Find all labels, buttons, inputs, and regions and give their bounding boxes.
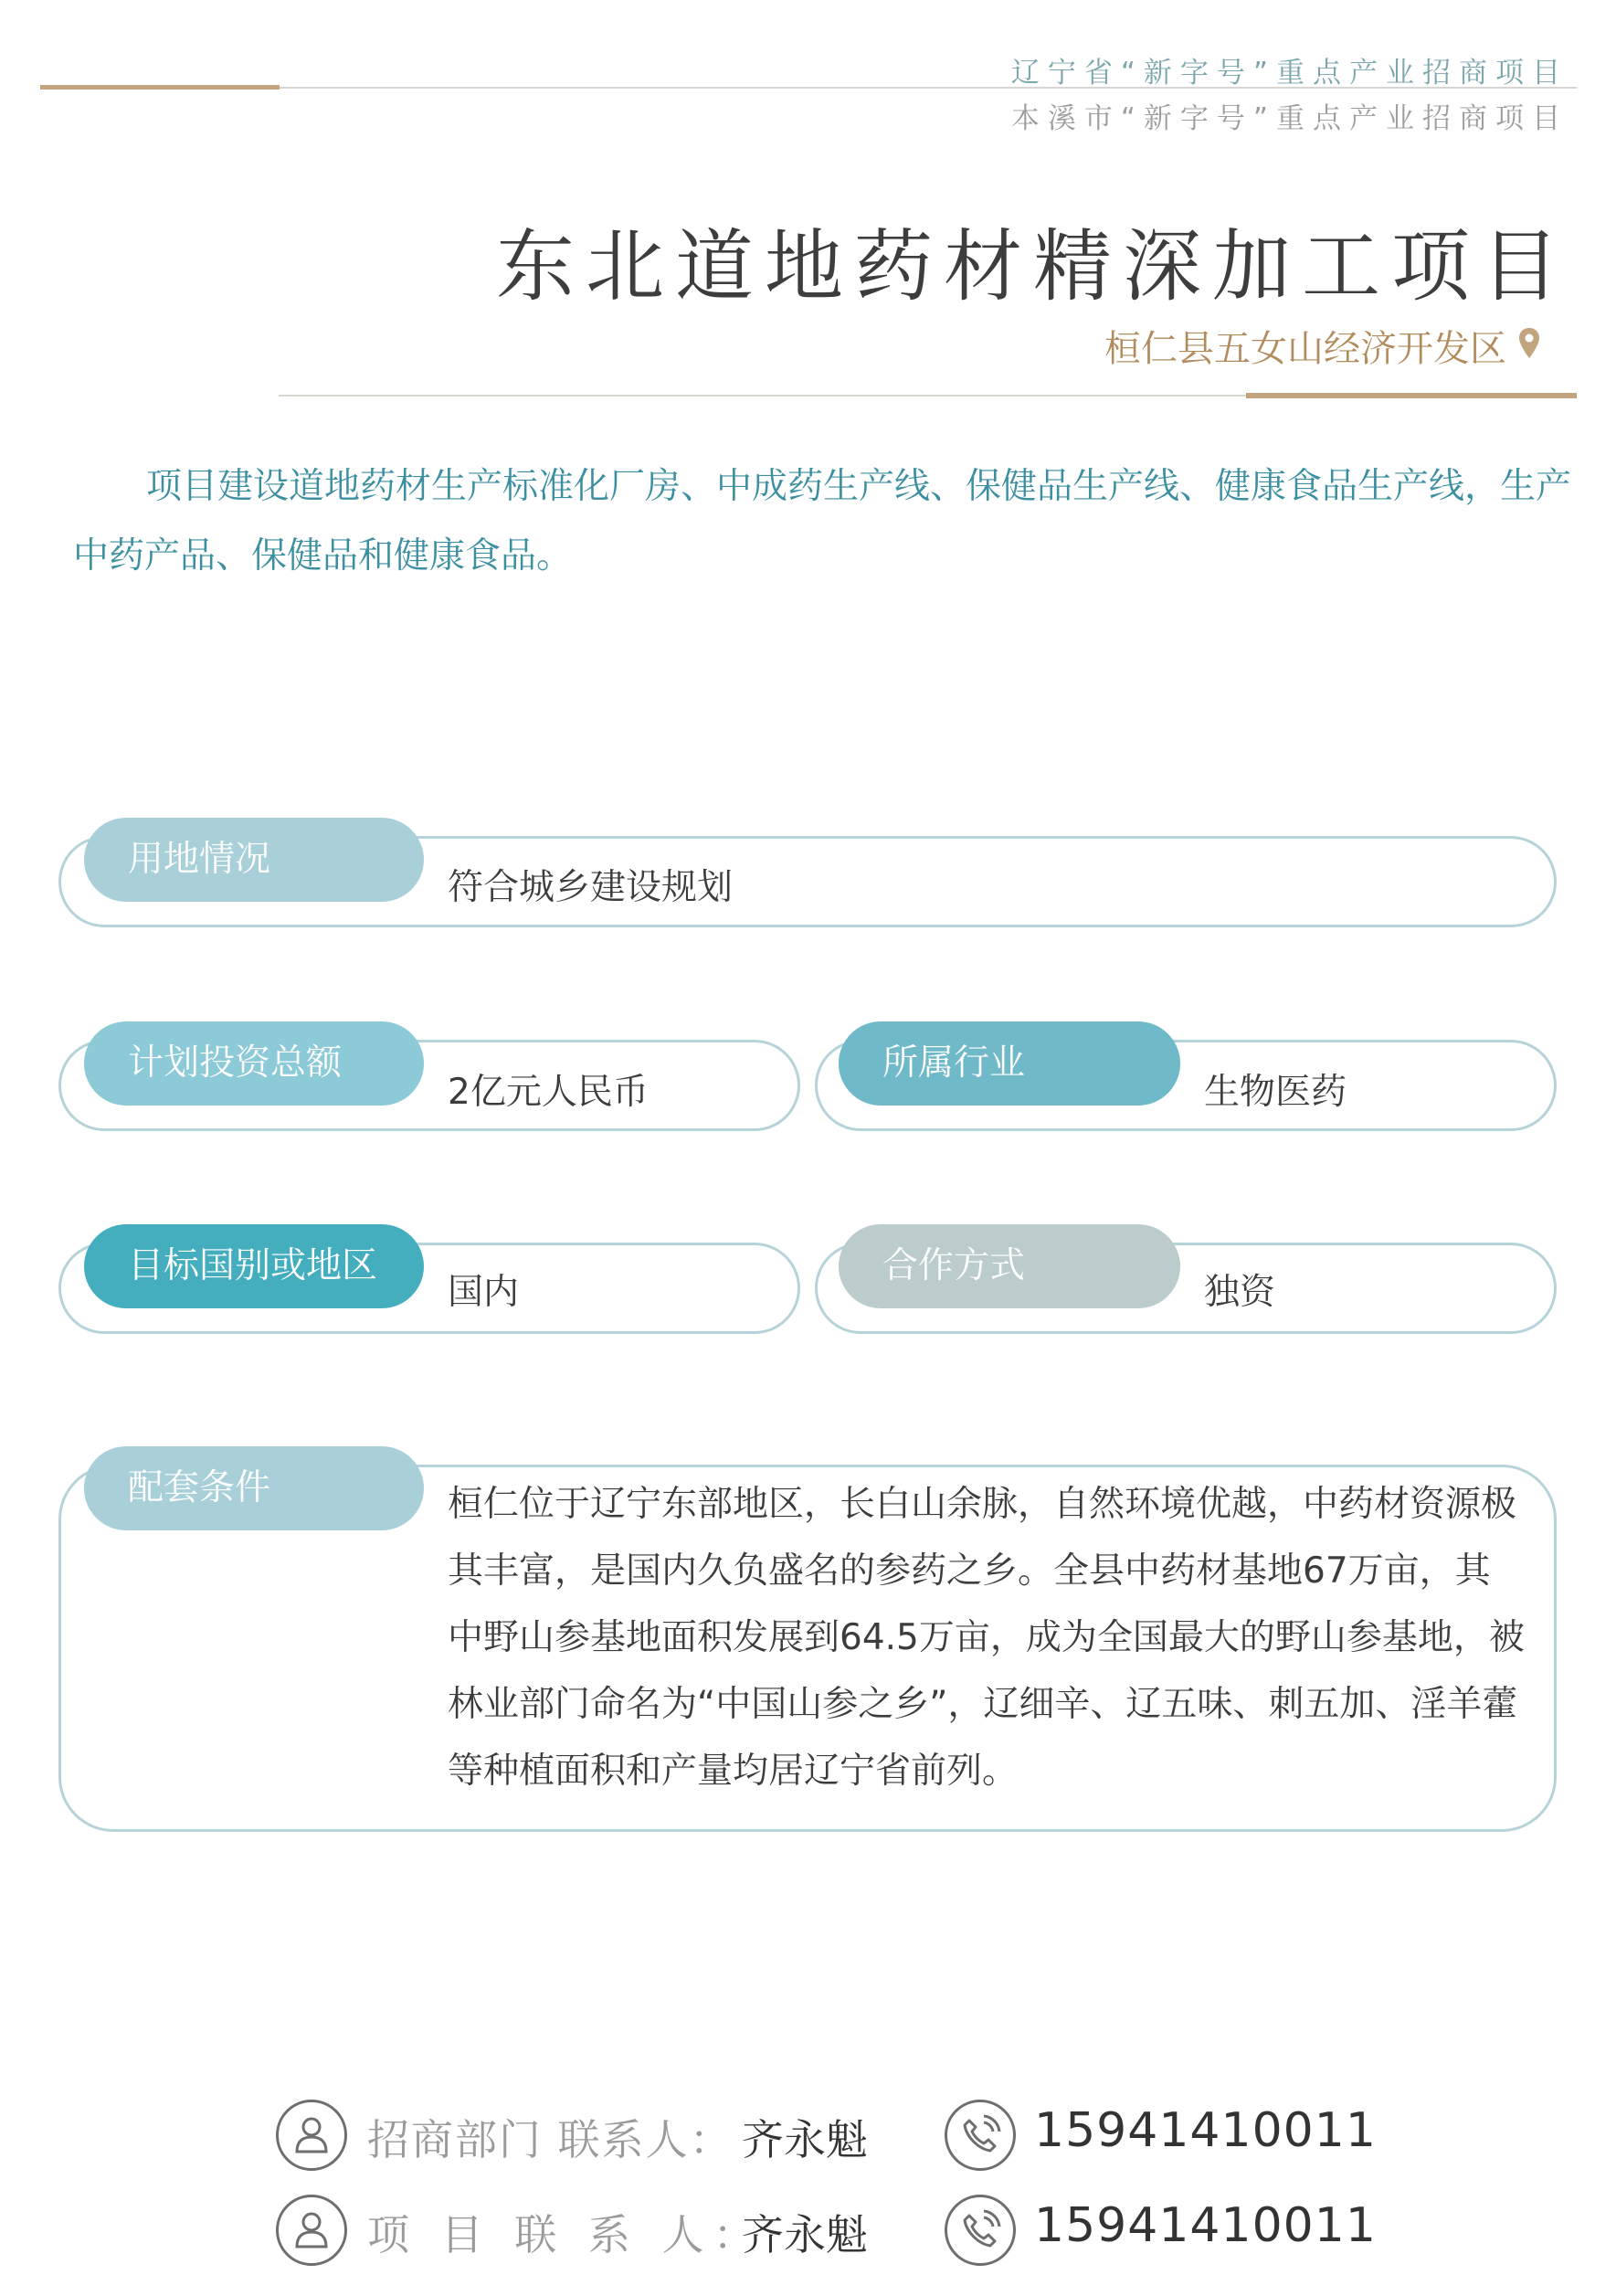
- support-value: 桓仁位于辽宁东部地区，长白山余脉，自然环境优越，中药材资源极其丰富，是国内久负盛名的参药之乡。全县中药材基地67万亩，其中野山参基地面积发展到64.5万亩，成为全国最大的野山参基地，被林业部门命名为“中国山参之乡”，辽细辛、辽五味、刺五加、淫羊藿等种植面积和产量均居辽宁省前列。: [448, 1484, 1525, 1792]
- header-city-line: 本溪市“新字号”重点产业招商项目: [1010, 102, 1568, 135]
- cooperation-value: 独资: [1204, 1272, 1276, 1313]
- target-value: 国内: [448, 1272, 520, 1313]
- header-province-line: 辽宁省“新字号”重点产业招商项目: [1010, 57, 1568, 90]
- contact-name: 齐永魁: [742, 2115, 868, 2164]
- person-icon: [276, 2195, 347, 2266]
- location-pin-icon: [1517, 326, 1541, 361]
- industry-value: 生物医药: [1204, 1072, 1347, 1113]
- phone-icon: [945, 2195, 1016, 2266]
- contact-phone: 15941410011: [1034, 2103, 1377, 2158]
- support-label: 配套条件: [84, 1446, 424, 1530]
- contact-label: 项 目 联 系 人：: [367, 2210, 765, 2259]
- investment-value: 2亿元人民币: [448, 1072, 649, 1113]
- cooperation-label: 合作方式: [839, 1224, 1180, 1308]
- phone-icon: [945, 2100, 1016, 2171]
- project-title: 东北道地药材精深加工项目: [496, 221, 1570, 312]
- land-label: 用地情况: [84, 818, 424, 902]
- person-icon: [276, 2100, 347, 2171]
- header-gold-accent: [40, 85, 280, 90]
- project-intro: 项目建设道地药材生产标准化厂房、中成药生产线、保健品生产线、健康食品生产线，生产中药产品、保健品和健康食品。: [73, 466, 1572, 577]
- contact-name: 齐永魁: [742, 2210, 868, 2259]
- project-location: 桓仁县五女山经济开发区: [1104, 328, 1506, 370]
- contact-phone: 15941410011: [1034, 2198, 1377, 2253]
- contact-row-department: [276, 2100, 1377, 2182]
- land-value: 符合城乡建设规划: [448, 867, 734, 908]
- industry-label: 所属行业: [839, 1021, 1180, 1106]
- contact-label: 招商部门 联系人：: [367, 2115, 734, 2164]
- title-gold-accent: [1246, 393, 1577, 398]
- investment-label: 计划投资总额: [84, 1021, 424, 1106]
- contact-row-project: [276, 2195, 1377, 2277]
- target-label: 目标国别或地区: [84, 1224, 424, 1308]
